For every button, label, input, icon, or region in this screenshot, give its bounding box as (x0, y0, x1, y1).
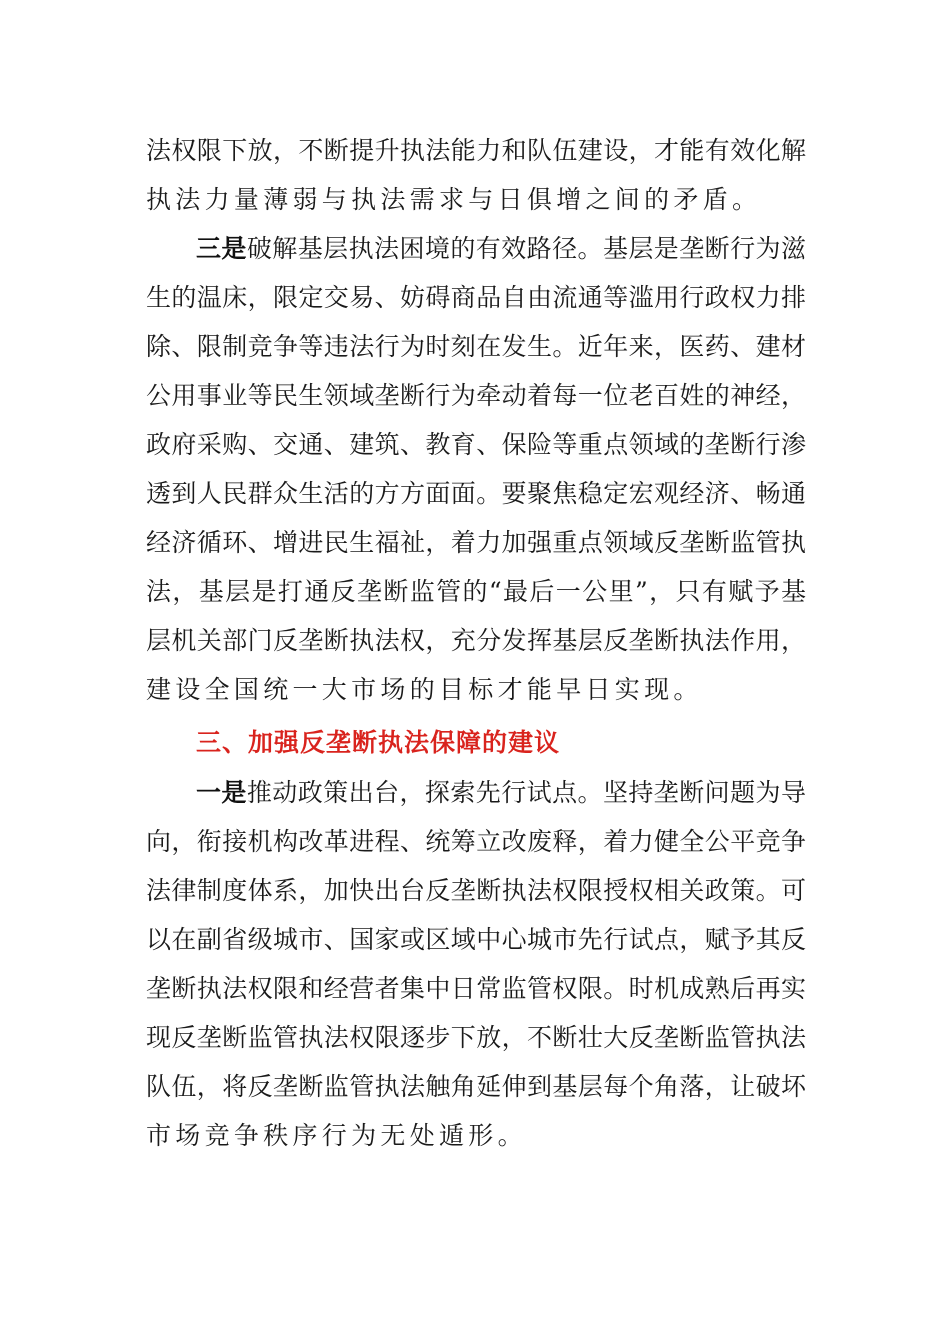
paragraph-2-line-1-text: 破解基层执法困境的有效路径。基层是垄断行为滋 (246, 234, 806, 263)
paragraph-2-line-2: 生的温床，限定交易、妨碍商品自由流通等滥用行政权力排 (146, 283, 806, 312)
paragraph-2-line-4: 公用事业等民生领域垄断行为牵动着每一位老百姓的神经， (146, 381, 806, 410)
paragraph-2-line-3: 除、限制竞争等违法行为时刻在发生。近年来，医药、建材 (146, 332, 806, 361)
paragraph-2-lead: 三是 (196, 234, 247, 263)
paragraph-3-line-7: 队伍，将反垄断监管执法触角延伸到基层每个角落，让破坏 (146, 1072, 806, 1101)
paragraph-3-line-2: 向，衔接机构改革进程、统筹立改废释，着力健全公平竞争 (146, 827, 806, 856)
paragraph-2-line-9: 层机关部门反垄断执法权，充分发挥基层反垄断执法作用， (146, 626, 806, 655)
section-heading: 三、加强反垄断执法保障的建议 (196, 728, 561, 757)
paragraph-3-line-4: 以在副省级城市、国家或区域中心城市先行试点，赋予其反 (146, 925, 806, 954)
paragraph-2-line-10: 建设全国统一大市场的目标才能早日实现。 (146, 675, 703, 704)
paragraph-3-lead: 一是 (196, 778, 247, 807)
paragraph-2-line-1 (196, 229, 806, 269)
paragraph-2-line-5: 政府采购、交通、建筑、教育、保险等重点领域的垄断行渗 (146, 430, 806, 459)
paragraph-2-line-7: 经济循环、增进民生福祉，着力加强重点领域反垄断监管执 (146, 528, 806, 557)
paragraph-1-line-2: 执法力量薄弱与执法需求与日俱增之间的矛盾。 (146, 185, 762, 214)
paragraph-3-line-1 (196, 773, 806, 813)
paragraph-3-line-8: 市场竞争秩序行为无处遁形。 (146, 1121, 527, 1150)
paragraph-3-line-3: 法律制度体系，加快出台反垄断执法权限授权相关政策。可 (146, 876, 806, 905)
paragraph-3-line-6: 现反垄断监管执法权限逐步下放，不断壮大反垄断监管执法 (146, 1023, 806, 1052)
paragraph-2-line-8: 法，基层是打通反垄断监管的“最后一公里”，只有赋予基 (146, 577, 806, 606)
paragraph-2-line-6: 透到人民群众生活的方方面面。要聚焦稳定宏观经济、畅通 (146, 479, 806, 508)
paragraph-1-line-1: 法权限下放，不断提升执法能力和队伍建设，才能有效化解 (146, 136, 806, 165)
paragraph-3-line-5: 垄断执法权限和经营者集中日常监管权限。时机成熟后再实 (146, 974, 806, 1003)
paragraph-3-line-1-text: 推动政策出台，探索先行试点。坚持垄断问题为导 (246, 778, 806, 807)
